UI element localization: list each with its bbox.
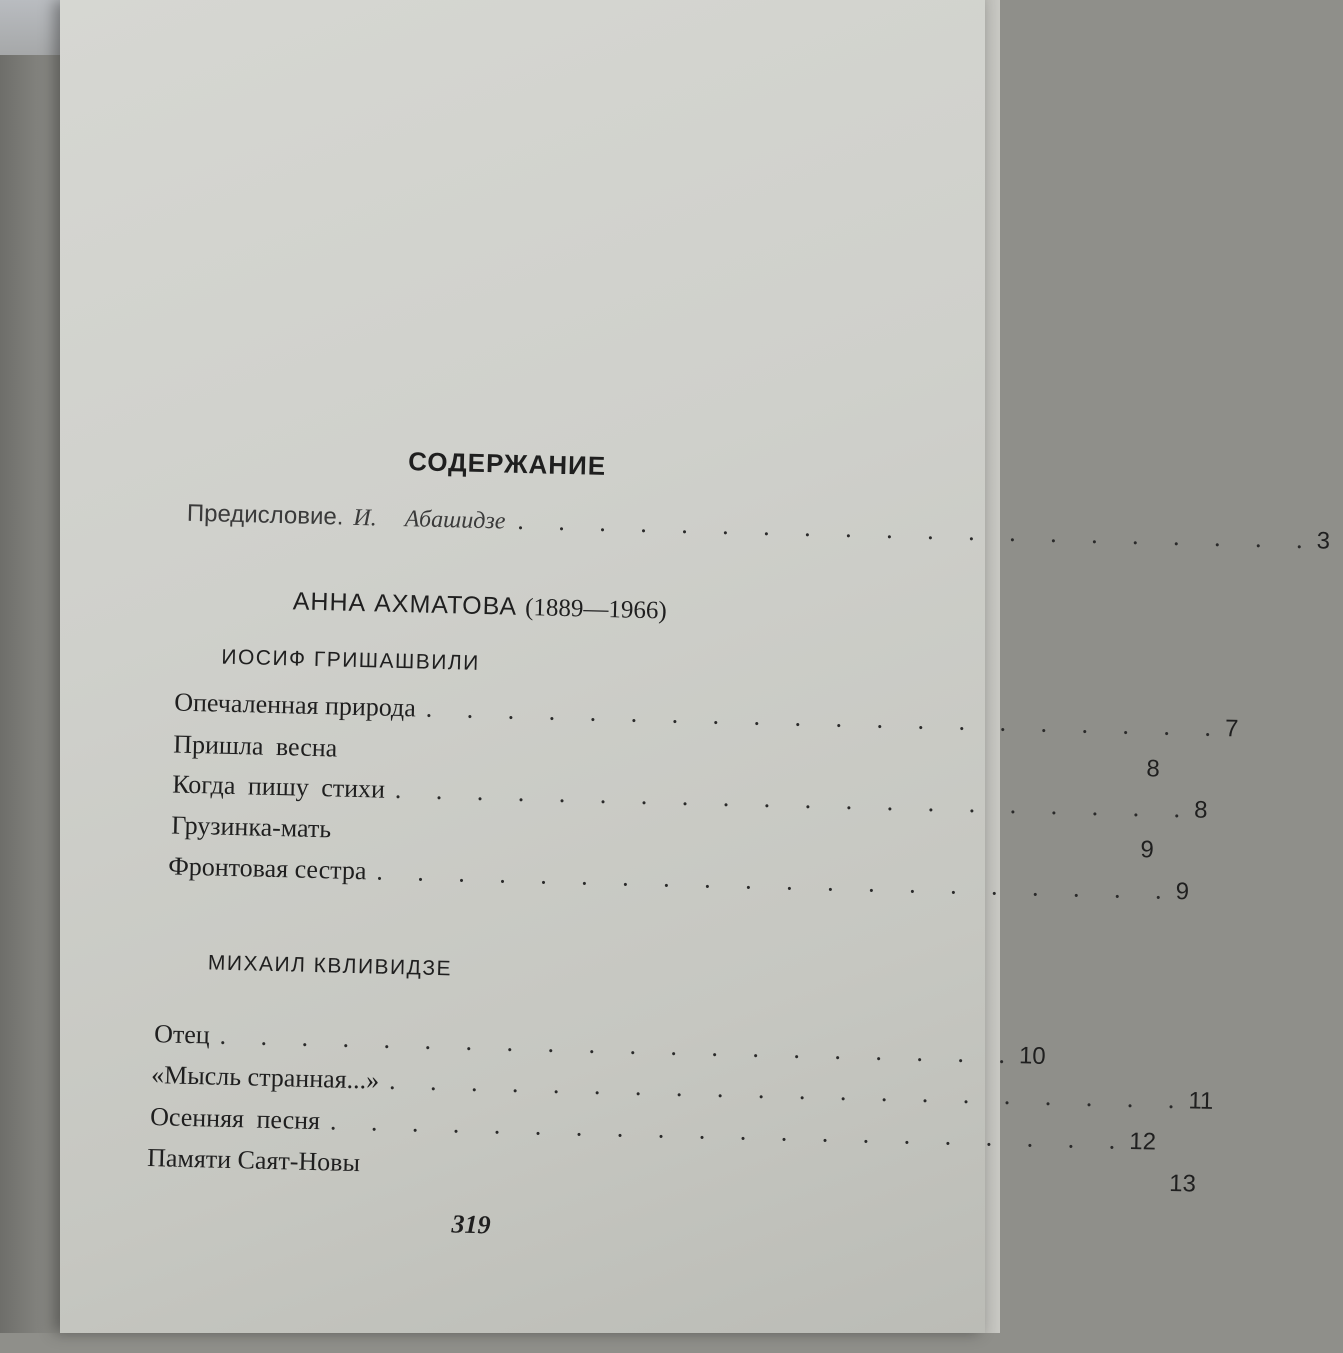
page-number: 8 — [1146, 755, 1161, 783]
dot-leader: . . . . . . . . . . . . . . . . . . . . — [517, 505, 1318, 555]
foreword-author: И. Абашидзе — [353, 504, 506, 535]
toc-heading: СОДЕРЖАНИЕ — [407, 446, 607, 481]
toc-entry[interactable] — [146, 1142, 1197, 1198]
entry-title: Осенняя песня — [149, 1102, 321, 1136]
dot-leader: . . . . . . . . . . . . . . . . . . . . — [329, 1106, 1130, 1155]
dot-leader: . . . . . . . . . . . . . . . . . . . . — [394, 774, 1195, 824]
page-number: 10 — [1018, 1042, 1047, 1070]
page-number: 9 — [1175, 878, 1190, 906]
page-number: 8 — [1193, 796, 1208, 824]
page-folio: 319 — [451, 1209, 491, 1240]
toc-entry-foreword[interactable] — [186, 498, 1331, 555]
entry-title: Грузинка-мать — [170, 810, 332, 844]
page-number: 7 — [1224, 715, 1239, 743]
page-number: 9 — [1140, 836, 1155, 864]
toc-entry[interactable] — [167, 851, 1190, 906]
page-number: 13 — [1168, 1169, 1197, 1198]
dot-leader: . . . . . . . . . . . . . . . . . . . . — [219, 1020, 1020, 1070]
entry-title: Опечаленная природа — [173, 687, 417, 723]
dot-leader: . . . . . . . . . . . . . . . . . . . . — [388, 1065, 1189, 1115]
foreword-label: Предисловие. — [186, 499, 344, 531]
dot-leader: . . . . . . . . . . . . . . . . . . . . — [425, 693, 1226, 743]
section-title-years: (1889—1966) — [524, 594, 668, 625]
page-number: 3 — [1316, 527, 1331, 555]
entry-title: Отец — [153, 1019, 211, 1050]
section-title-name: АННА АХМАТОВА — [292, 587, 518, 621]
entry-title: Когда пишу стихи — [171, 769, 386, 804]
page-number: 12 — [1128, 1127, 1157, 1156]
entry-title: Пришла весна — [172, 729, 338, 763]
page-number: 11 — [1188, 1087, 1214, 1116]
section-title — [292, 587, 667, 625]
dot-leader: . . . . . . . . . . . . . . . . . . . . — [376, 856, 1177, 906]
toc-entry[interactable] — [173, 687, 1239, 743]
toc-entry[interactable] — [170, 810, 1155, 864]
entry-title: Памяти Саят-Новы — [146, 1142, 361, 1178]
author-heading: МИХАИЛ КВЛИВИДЗЕ — [207, 951, 453, 981]
entry-title: «Мысль странная...» — [150, 1060, 380, 1095]
entry-title: Фронтовая сестра — [167, 851, 367, 886]
toc-entry[interactable] — [150, 1060, 1214, 1116]
author-heading: ИОСИФ ГРИШАШВИЛИ — [221, 645, 481, 675]
